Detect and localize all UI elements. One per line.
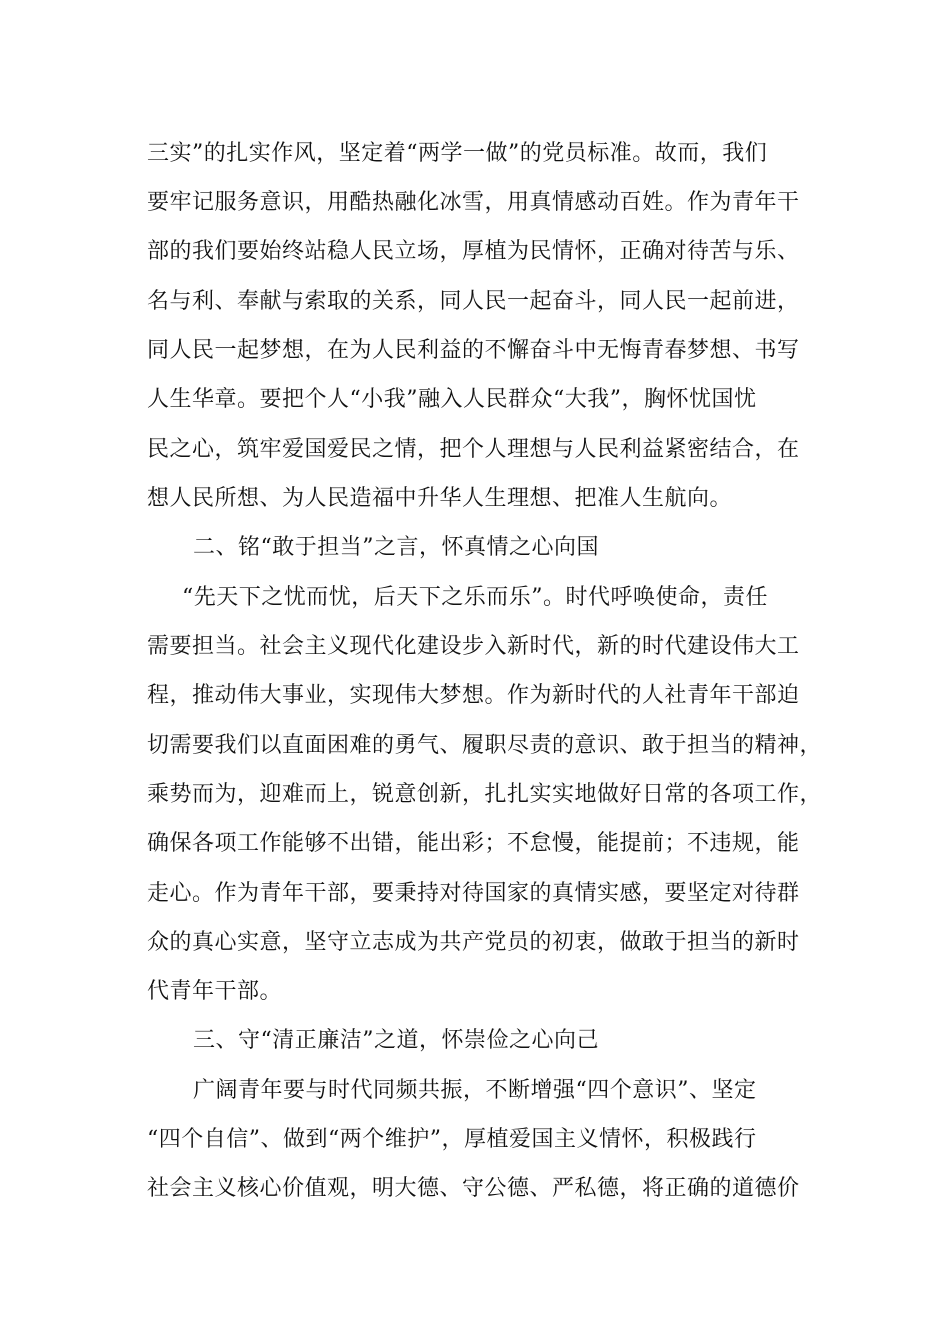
body-line: 确保各项工作能够不出错，能出彩；不怠慢，能提前；不违规，能: [147, 831, 800, 856]
body-line: “先天下之忧而忧，后天下之乐而乐”。时代呼唤使命，责任: [182, 585, 768, 610]
body-line: 名与利、奉献与索取的关系，同人民一起奋斗，同人民一起前进，: [147, 289, 800, 314]
body-line: 切需要我们以直面困难的勇气、履职尽责的意识、敢于担当的精神，: [147, 733, 823, 758]
body-line: 众的真心实意，坚守立志成为共产党员的初衷，做敢于担当的新时: [147, 930, 800, 955]
body-line: 想人民所想、为人民造福中升华人生理想、把准人生航向。: [147, 486, 733, 511]
section-heading-2: 二、铭“敢于担当”之言，怀真情之心向国: [193, 535, 599, 560]
body-line: 三实”的扎实作风，坚定着“两学一做”的党员标准。故而，我们: [147, 141, 768, 166]
body-line: 乘势而为，迎难而上，锐意创新，扎扎实实地做好日常的各项工作，: [147, 782, 823, 807]
body-line: “四个自信”、做到“两个维护”，厚植爱国主义情怀，积极践行: [147, 1127, 757, 1152]
body-line: 民之心，筑牢爱国爱民之情，把个人理想与人民利益紧密结合，在: [147, 437, 800, 462]
body-line: 广阔青年要与时代同频共振，不断增强“四个意识”、坚定: [193, 1078, 757, 1103]
body-line: 程，推动伟大事业，实现伟大梦想。作为新时代的人社青年干部迫: [147, 683, 800, 708]
body-line: 同人民一起梦想，在为人民利益的不懈奋斗中无悔青春梦想、书写: [147, 338, 800, 363]
body-line: 部的我们要始终站稳人民立场，厚植为民情怀，正确对待苦与乐、: [147, 239, 800, 264]
body-line: 走心。作为青年干部，要秉持对待国家的真情实感，要坚定对待群: [147, 881, 800, 906]
body-line: 代青年干部。: [147, 979, 283, 1004]
body-line: 社会主义核心价值观，明大德、守公德、严私德，将正确的道德价: [147, 1176, 800, 1201]
body-line: 需要担当。社会主义现代化建设步入新时代，新的时代建设伟大工: [147, 634, 800, 659]
body-line: 人生华章。要把个人“小我”融入人民群众“大我”，胸怀忧国忧: [147, 387, 757, 412]
section-heading-3: 三、守“清正廉洁”之道，怀崇俭之心向己: [193, 1028, 599, 1053]
body-line: 要牢记服务意识，用酷热融化冰雪，用真情感动百姓。作为青年干: [147, 190, 800, 215]
